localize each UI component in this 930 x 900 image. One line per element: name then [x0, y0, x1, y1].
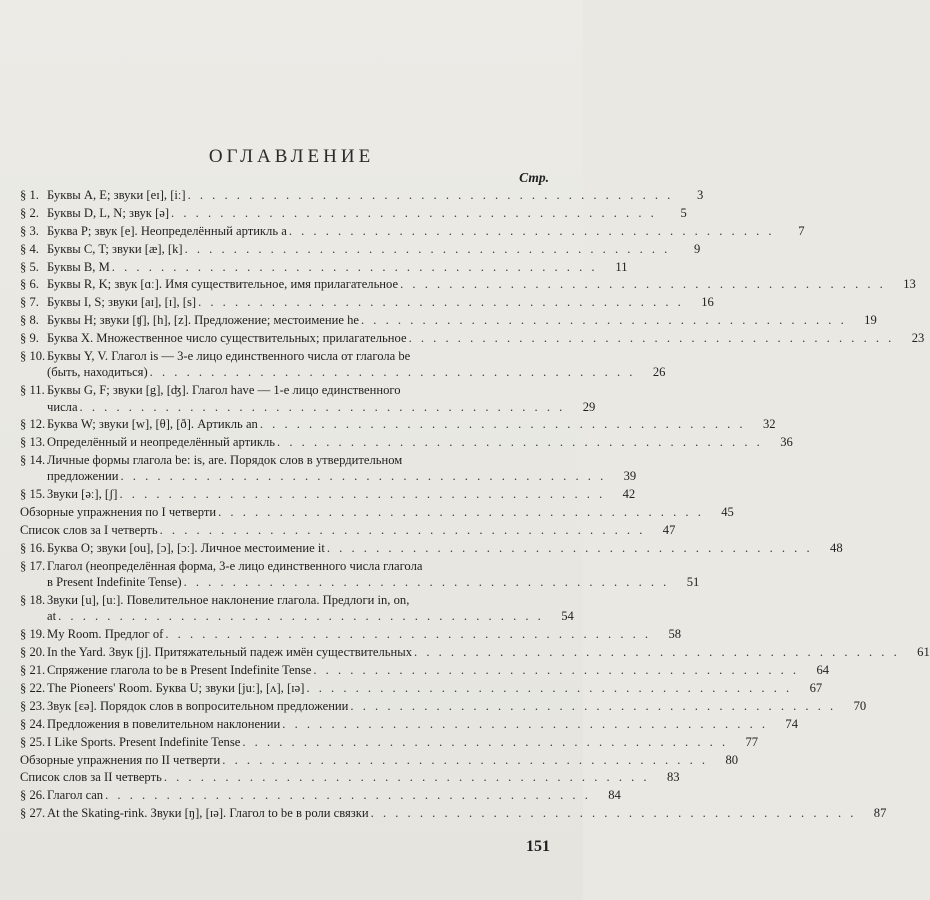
entry-line [47, 540, 843, 556]
leader-dots: . . . . . . . . . . . . . . . . . . . . . . . . . . . . . . . . . . . . . . . . [119, 487, 606, 502]
entry-title: Буква X. Множественное число существительных; прилагательное [47, 331, 407, 346]
entry-title: Буквы B, M [47, 259, 110, 274]
toc-entry [20, 805, 887, 821]
section-number: § 27. [20, 806, 46, 821]
toc-entry [20, 558, 700, 591]
section-number: § 12. [20, 417, 46, 432]
entry-page: 9 [694, 241, 701, 256]
entry-line [47, 416, 776, 432]
entry-line [47, 452, 636, 468]
leader-dots: . . . . . . . . . . . . . . . . . . . . . . . . . . . . . . . . . . . . . . . . [183, 575, 670, 590]
entry-text [47, 434, 793, 450]
entry-page: 42 [622, 487, 636, 502]
leader-dots: . . . . . . . . . . . . . . . . . . . . . . . . . . . . . . . . . . . . . . . . [165, 627, 652, 642]
entry-page: 64 [816, 663, 830, 678]
section-number: § 19. [20, 627, 46, 642]
entry-title: Личные формы глагола be: is, are. Порядок слов в утвердительном [47, 453, 403, 468]
entry-text [20, 504, 734, 520]
section-number: § 18. [20, 593, 46, 608]
entry-text [47, 416, 776, 432]
toc-entry [20, 348, 666, 381]
entry-text [20, 752, 738, 768]
entry-line [20, 522, 675, 538]
entry-line [47, 187, 703, 203]
entry-page: 80 [725, 752, 739, 767]
entry-page: 58 [668, 627, 682, 642]
leader-dots: . . . . . . . . . . . . . . . . . . . . . . . . . . . . . . . . . . . . . . . . [120, 469, 607, 484]
toc-entry [20, 698, 867, 714]
entry-text [47, 276, 916, 292]
entry-line [20, 504, 734, 520]
entry-page: 39 [623, 469, 637, 484]
toc-entry [20, 540, 843, 556]
entry-page: 7 [798, 223, 805, 238]
leader-dots: . . . . . . . . . . . . . . . . . . . . . . . . . . . . . . . . . . . . . . . . [288, 223, 775, 238]
toc-entry [20, 644, 930, 660]
entry-line [20, 752, 738, 768]
leader-dots: . . . . . . . . . . . . . . . . . . . . . . . . . . . . . . . . . . . . . . . . [350, 698, 837, 713]
toc-entry [20, 382, 596, 415]
entry-title: Глагол can [47, 788, 104, 803]
entry-page: 23 [911, 331, 925, 346]
entry-title: The Pioneers' Room. Буква U; звуки [juː], [ʌ], [ɪə] [47, 680, 305, 695]
entry-title: Список слов за II четверть [20, 770, 162, 785]
leader-dots: . . . . . . . . . . . . . . . . . . . . . . . . . . . . . . . . . . . . . . . . [111, 259, 598, 274]
entry-title: Определённый и неопределённый артикль [47, 435, 276, 450]
toc-entry [20, 626, 682, 642]
entry-line [47, 734, 758, 750]
entry-page: 13 [903, 277, 916, 292]
entry-line [47, 434, 793, 450]
entry-line [47, 259, 628, 275]
entry-line [47, 644, 930, 660]
toc-entry [20, 187, 704, 203]
entry-page: 70 [853, 698, 867, 713]
page-number: 151 [526, 838, 550, 855]
entry-text [47, 698, 866, 714]
entry-line [47, 608, 574, 624]
entry-page: 5 [680, 205, 687, 220]
leader-dots: . . . . . . . . . . . . . . . . . . . . . . . . . . . . . . . . . . . . . . . . [222, 752, 709, 767]
toc-entry [20, 662, 830, 678]
entry-line [47, 241, 700, 257]
entry-title: Буквы G, F; звуки [g], [ʤ]. Глагол have — 1-е лицо единственного [47, 383, 401, 398]
leader-dots: . . . . . . . . . . . . . . . . . . . . . . . . . . . . . . . . . . . . . . . . [277, 435, 763, 450]
toc-entry [20, 330, 925, 346]
section-number: § 13. [20, 435, 46, 450]
entry-title: Буква W; звуки [w], [θ], [ð]. Артикль an [47, 417, 258, 432]
entry-line [47, 364, 665, 380]
entry-line [47, 698, 866, 714]
entry-line [47, 399, 595, 415]
toc-entry [20, 522, 676, 538]
entry-line [47, 294, 714, 310]
toc-entry [20, 452, 637, 485]
entry-text [47, 312, 877, 328]
entry-text [47, 805, 886, 821]
section-number: § 23. [20, 698, 46, 713]
section-number: § 8. [20, 313, 39, 328]
leader-dots: . . . . . . . . . . . . . . . . . . . . . . . . . . . . . . . . . . . . . . . . [171, 205, 657, 220]
section-number: § 21. [20, 663, 46, 678]
leader-dots: . . . . . . . . . . . . . . . . . . . . . . . . . . . . . . . . . . . . . . . . [313, 663, 800, 678]
entry-text [47, 259, 628, 275]
toc-entry [20, 241, 701, 257]
entry-title: Звук [ɛə]. Порядок слов в вопросительном предложении [47, 698, 349, 713]
entry-text [47, 241, 700, 257]
leader-dots: . . . . . . . . . . . . . . . . . . . . . . . . . . . . . . . . . . . . . . . . [159, 523, 646, 538]
entry-page: 45 [721, 505, 734, 520]
entry-line [47, 382, 595, 398]
entry-title: Буквы H; звуки [ʧ], [h], [z]. Предложение; местоимение he [47, 313, 359, 328]
leader-dots: . . . . . . . . . . . . . . . . . . . . . . . . . . . . . . . . . . . . . . . . [400, 277, 886, 292]
entry-title: числа [47, 399, 78, 414]
page-title: ОГЛАВЛЕНИЕ [208, 146, 375, 167]
table-of-contents [20, 187, 930, 823]
entry-text [47, 187, 703, 203]
entry-page: 47 [662, 523, 676, 538]
entry-title: Буквы D, L, N; звук [ə] [47, 205, 170, 220]
entry-page: 84 [608, 788, 621, 803]
entry-line [47, 716, 798, 732]
leader-dots: . . . . . . . . . . . . . . . . . . . . . . . . . . . . . . . . . . . . . . . . [105, 788, 591, 803]
page-column-label: Стр. [519, 170, 549, 185]
entry-text [47, 716, 798, 732]
entry-title: (быть, находиться) [47, 365, 148, 380]
entry-text [47, 205, 687, 221]
entry-title: Буквы Y, V. Глагол is — 3-е лицо единственного числа от глагола be [47, 349, 411, 364]
entry-text [20, 769, 680, 785]
leader-dots: . . . . . . . . . . . . . . . . . . . . . . . . . . . . . . . . . . . . . . . . [242, 734, 729, 749]
section-number: § 15. [20, 487, 46, 502]
entry-page: 48 [830, 541, 843, 556]
entry-line [47, 626, 681, 642]
leader-dots: . . . . . . . . . . . . . . . . . . . . . . . . . . . . . . . . . . . . . . . . [79, 399, 566, 414]
entry-line [47, 468, 636, 484]
entry-text [47, 486, 635, 502]
section-number: § 2. [20, 205, 39, 220]
entry-line [47, 662, 829, 678]
toc-entry [20, 416, 776, 432]
entry-page: 11 [615, 259, 628, 274]
entry-line [47, 558, 699, 574]
entry-text [47, 558, 699, 591]
entry-text [20, 522, 675, 538]
toc-entry [20, 434, 793, 450]
entry-line [47, 276, 916, 292]
leader-dots: . . . . . . . . . . . . . . . . . . . . . . . . . . . . . . . . . . . . . . . . [58, 609, 544, 624]
entry-page: 83 [666, 770, 680, 785]
section-number: § 4. [20, 241, 39, 256]
entry-text [47, 680, 822, 696]
leader-dots: . . . . . . . . . . . . . . . . . . . . . . . . . . . . . . . . . . . . . . . . [414, 645, 900, 660]
entry-title: Звуки [u], [uː]. Повелительное наклонение глагола. Предлоги in, on, [47, 593, 410, 608]
entry-text [47, 330, 924, 346]
toc-entry [20, 680, 823, 696]
entry-text [47, 540, 843, 556]
entry-text [47, 787, 621, 803]
toc-entry [20, 312, 877, 328]
section-number: § 11. [20, 383, 45, 398]
entry-line [47, 787, 621, 803]
leader-dots: . . . . . . . . . . . . . . . . . . . . . . . . . . . . . . . . . . . . . . . . [187, 188, 674, 202]
entry-text [47, 223, 805, 239]
entry-line [47, 205, 687, 221]
entry-title: Спряжение глагола to be в Present Indefinite Tense [47, 663, 312, 678]
entry-title: в Present Indefinite Tense) [47, 575, 182, 590]
entry-text [47, 348, 665, 381]
entry-line [47, 348, 665, 364]
toc-entry [20, 769, 680, 785]
toc-entry [20, 205, 687, 221]
section-number: § 10. [20, 349, 46, 364]
leader-dots: . . . . . . . . . . . . . . . . . . . . . . . . . . . . . . . . . . . . . . . . [370, 806, 857, 821]
entry-page: 61 [917, 645, 930, 660]
toc-entry [20, 486, 636, 502]
leader-dots: . . . . . . . . . . . . . . . . . . . . . . . . . . . . . . . . . . . . . . . . [259, 417, 746, 432]
entry-page: 3 [697, 188, 704, 202]
leader-dots: . . . . . . . . . . . . . . . . . . . . . . . . . . . . . . . . . . . . . . . . [184, 241, 671, 256]
entry-title: In the Yard. Звук [j]. Притяжательный падеж имён существительных [47, 645, 413, 660]
entry-title: My Room. Предлог of [47, 627, 164, 642]
entry-title: I Like Sports. Present Indefinite Tense [47, 734, 241, 749]
section-number: § 14. [20, 453, 46, 468]
toc-entry [20, 752, 739, 768]
entry-page: 29 [582, 399, 596, 414]
section-number: § 16. [20, 541, 46, 556]
toc-entry [20, 734, 759, 750]
section-number: § 17. [20, 558, 46, 573]
section-number: § 25. [20, 734, 46, 749]
leader-dots: . . . . . . . . . . . . . . . . . . . . . . . . . . . . . . . . . . . . . . . . [163, 770, 650, 785]
entry-text [47, 662, 829, 678]
entry-line [47, 805, 886, 821]
entry-title: Буквы I, S; звуки [aɪ], [ɪ], [s] [47, 295, 197, 310]
entry-title: Буквы А, Е; звуки [eɪ], [iː] [47, 188, 186, 202]
leader-dots: . . . . . . . . . . . . . . . . . . . . . . . . . . . . . . . . . . . . . . . . [282, 716, 769, 731]
entry-page: 32 [762, 417, 776, 432]
leader-dots: . . . . . . . . . . . . . . . . . . . . . . . . . . . . . . . . . . . . . . . . [149, 365, 636, 380]
entry-title: Обзорные упражнения по I четверти [20, 505, 217, 520]
entry-text [47, 294, 714, 310]
leader-dots: . . . . . . . . . . . . . . . . . . . . . . . . . . . . . . . . . . . . . . . . [361, 313, 847, 328]
section-number: § 9. [20, 331, 39, 346]
entry-page: 19 [864, 313, 877, 328]
entry-title: Глагол (неопределённая форма, 3-е лицо единственного числа глагола [47, 558, 423, 573]
section-number: § 1. [20, 188, 39, 202]
entry-page: 26 [652, 365, 666, 380]
entry-page: 74 [785, 716, 799, 731]
toc-entry [20, 716, 799, 732]
entry-title: предложении [47, 469, 119, 484]
entry-title: Список слов за I четверть [20, 523, 158, 538]
entry-text [47, 734, 758, 750]
toc-entry [20, 592, 574, 625]
section-number: § 7. [20, 295, 39, 310]
toc-entry [20, 294, 714, 310]
entry-line [47, 486, 635, 502]
section-number: § 24. [20, 716, 46, 731]
entry-line [47, 223, 805, 239]
section-number: § 26. [20, 788, 46, 803]
entry-title: Предложения в повелительном наклонении [47, 716, 281, 731]
toc-entry [20, 787, 621, 803]
leader-dots: . . . . . . . . . . . . . . . . . . . . . . . . . . . . . . . . . . . . . . . . [326, 541, 813, 556]
entry-title: Обзорные упражнения по II четверти [20, 752, 221, 767]
section-number: § 3. [20, 223, 39, 238]
entry-title: at [47, 609, 57, 624]
section-number: § 20. [20, 645, 46, 660]
section-number: § 22. [20, 680, 46, 695]
entry-page: 16 [701, 295, 714, 310]
entry-page: 54 [561, 609, 574, 624]
entry-page: 51 [686, 575, 700, 590]
entry-page: 77 [745, 734, 759, 749]
entry-text [47, 592, 574, 625]
entry-title: Буква P; звук [e]. Неопределённый артикль a [47, 223, 287, 238]
entry-page: 87 [873, 806, 887, 821]
entry-line [47, 574, 699, 590]
entry-line [47, 312, 877, 328]
entry-line [20, 769, 680, 785]
entry-text [47, 382, 595, 415]
entry-title: Звуки [əː], [ʃ] [47, 487, 118, 502]
entry-title: Буквы C, T; звуки [æ], [k] [47, 241, 183, 256]
toc-entry [20, 504, 734, 520]
entry-line [47, 592, 574, 608]
toc-entry [20, 223, 805, 239]
leader-dots: . . . . . . . . . . . . . . . . . . . . . . . . . . . . . . . . . . . . . . . . [408, 331, 895, 346]
entry-line [47, 330, 924, 346]
leader-dots: . . . . . . . . . . . . . . . . . . . . . . . . . . . . . . . . . . . . . . . . [306, 680, 793, 695]
toc-entry [20, 276, 916, 292]
entry-page: 67 [809, 680, 823, 695]
entry-title: Буква O; звуки [ou], [ɔ], [ɔː]. Личное местоимение it [47, 541, 325, 556]
section-number: § 5. [20, 259, 39, 274]
leader-dots: . . . . . . . . . . . . . . . . . . . . . . . . . . . . . . . . . . . . . . . . [198, 295, 684, 310]
entry-title: Буквы R, K; звук [ɑː]. Имя существительное, имя прилагательное [47, 277, 399, 292]
entry-text [47, 626, 681, 642]
entry-page: 36 [780, 435, 793, 450]
entry-text [47, 452, 636, 485]
toc-entry [20, 259, 628, 275]
leader-dots: . . . . . . . . . . . . . . . . . . . . . . . . . . . . . . . . . . . . . . . . [218, 505, 704, 520]
entry-title: At the Skating-rink. Звуки [ŋ], [ɪə]. Глагол to be в роли связки [47, 806, 369, 821]
entry-text [47, 644, 930, 660]
entry-line [47, 680, 822, 696]
section-number: § 6. [20, 277, 39, 292]
